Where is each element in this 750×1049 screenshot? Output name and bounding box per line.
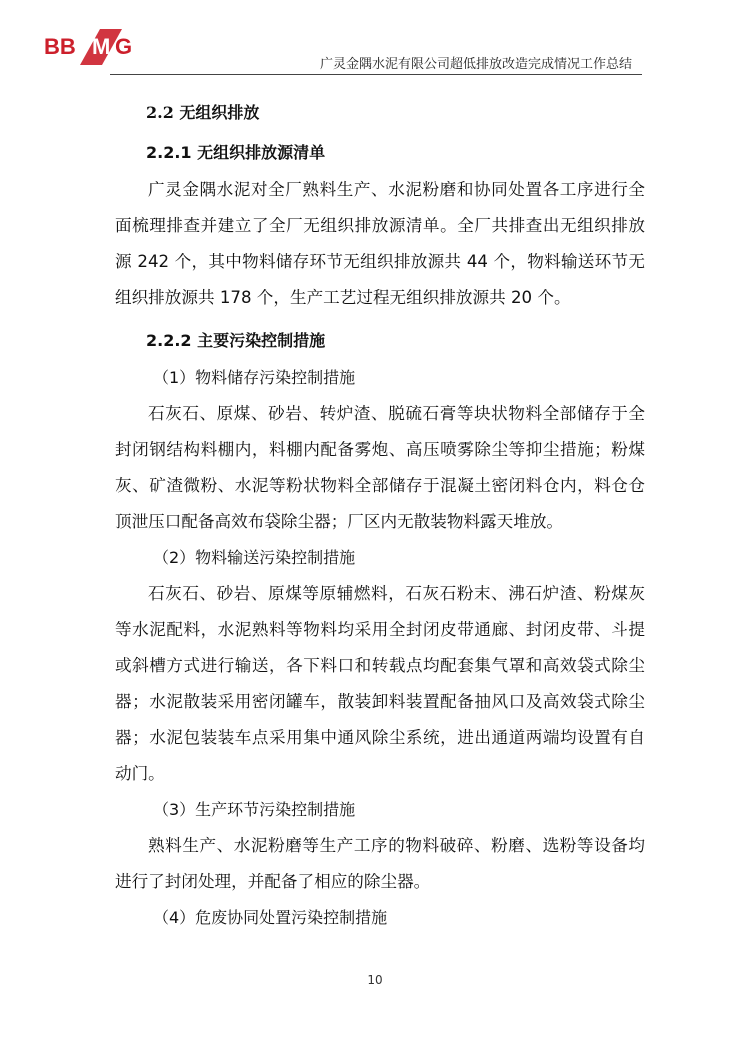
svg-text:G: G: [115, 34, 133, 59]
paragraph-transport-control: 石灰石、砂岩、原煤等原辅燃料，石灰石粉末、沸石炉渣、粉煤灰等水泥配料，水泥熟料等物料均采用全封闭皮带通廊、封闭皮带、斗提或斜槽方式进行输送，各下料口和转载点均配套集气罩和高效袋式除尘器；水泥散装采用密闭罐车，散装卸料装置配备抽风口及高效袋式除尘器；水泥包装装车点采用集中通风除尘系统，进出通道两端均设置有自动门。: [115, 584, 645, 783]
subheading-transport-control: （2）物料输送污染控制措施: [153, 548, 356, 567]
document-body: [115, 92, 645, 936]
section-heading-2-2-1: 2.2.1 无组织排放源清单: [146, 143, 326, 162]
paragraph-storage-control: 石灰石、原煤、砂岩、转炉渣、脱硫石膏等块状物料全部储存于全封闭钢结构料棚内，料棚内配备雾炮、高压喷雾除尘等抑尘措施；粉煤灰、矿渣微粉、水泥等粉状物料全部储存于混凝土密闭料仓内，料仓仓顶泄压口配备高效布袋除尘器；厂区内无散装物料露天堆放。: [115, 404, 645, 531]
subheading-production-control: （3）生产环节污染控制措施: [153, 800, 356, 819]
header-title: 广灵金隅水泥有限公司超低排放改造完成情况工作总结: [319, 57, 632, 72]
section-heading-2-2-2: 2.2.2 主要污染控制措施: [146, 331, 326, 350]
paragraph-production-control: 熟料生产、水泥粉磨等生产工序的物料破碎、粉磨、选粉等设备均进行了封闭处理，并配备了相应的除尘器。: [115, 836, 645, 891]
subheading-storage-control: （1）物料储存污染控制措施: [153, 368, 356, 387]
header-divider: [110, 74, 642, 75]
svg-text:M: M: [92, 34, 111, 59]
paragraph-source-inventory: 广灵金隅水泥对全厂熟料生产、水泥粉磨和协同处置各工序进行全面梳理排查并建立了全厂无组织排放源清单。全厂共排查出无组织排放源 242 个，其中物料储存环节无组织排放源共 44 个，物料输送环节无组织排放源共 178 个，生产工艺过程无组织排放源共 20 个。: [115, 180, 645, 307]
subheading-hazardous-waste-control: （4）危废协同处置污染控制措施: [153, 908, 388, 927]
svg-text:BB: BB: [44, 34, 76, 59]
section-heading-2-2: 2.2 无组织排放: [146, 103, 260, 122]
page-number: 10: [367, 973, 383, 987]
bbmg-logo: [42, 27, 142, 67]
